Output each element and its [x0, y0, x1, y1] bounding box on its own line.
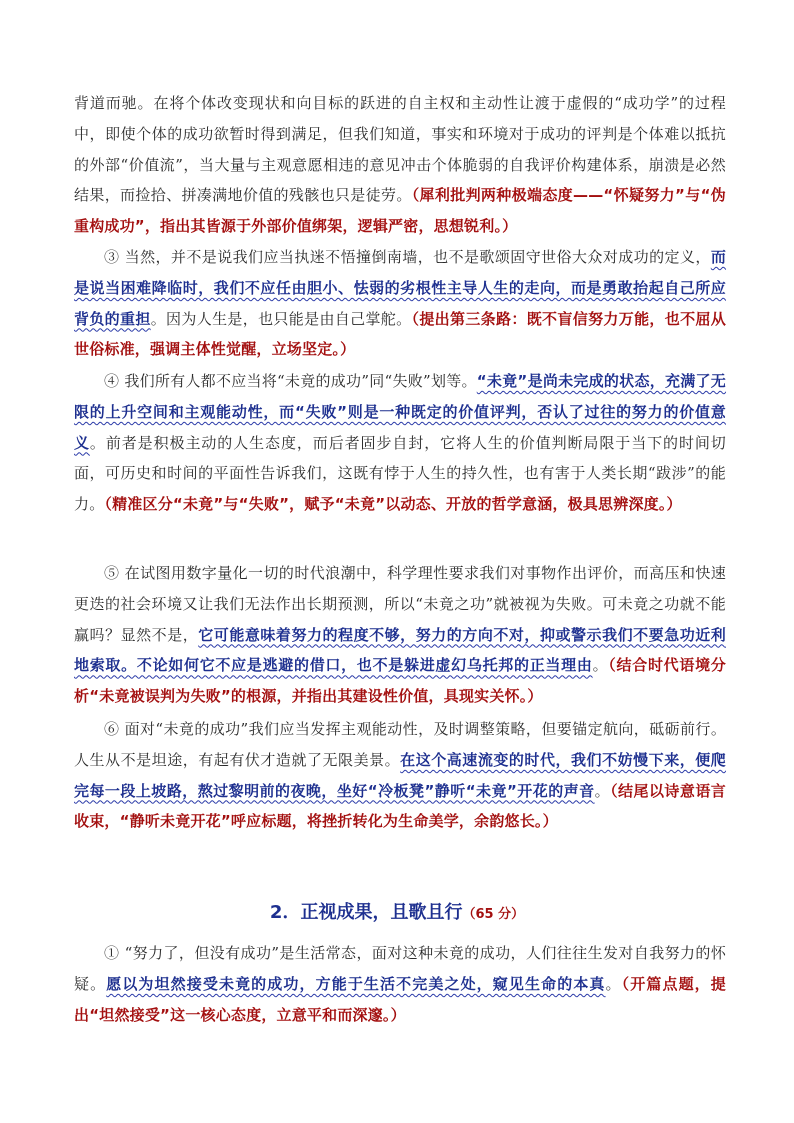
paragraph-number: ① — [104, 944, 120, 962]
teacher-comment: （精准区分“未竟”与“失败”，赋予“未竟”以动态、开放的哲学意涵，极具思辨深度。） — [104, 495, 682, 514]
essay-paragraph-6 — [74, 714, 726, 837]
section-heading — [0, 898, 794, 924]
paragraph-number: ④ — [104, 372, 120, 390]
teacher-comment: （提出第三条路：既不盲信努力万能，也不屈从世俗标准，强调主体性觉醒，立场坚定。） — [74, 309, 726, 359]
paragraph-number: ③ — [104, 248, 120, 266]
highlighted-sentence: 它可能意味着努力的程度不够，努力的方向不对，抑或警示我们不要急功近利地索取。不论如何它不应是逃避的借口，也不是躲进虚幻乌托邦的正当理由 — [74, 625, 726, 675]
paragraph-number: ⑥ — [104, 720, 120, 738]
paragraph-text: 在试图用数字量化一切的时代浪潮中，科学理性要求我们对事物作出评价，而高压和快速更迭的社会环境又让我们无法作出长期预测，所以“未竟之功”就被视为失败。可未竟之功就不能赢吗？显然不是， — [74, 564, 727, 644]
teacher-comment: （结尾以诗意语言收束，“静听未竟开花”呼应标题，将挫折转化为生命美学，余韵悠长。） — [74, 781, 726, 831]
paragraph-text: 我们所有人都不应当将“未竟的成功”同“失败”划等。 — [124, 372, 477, 390]
paragraph-text-tail: 。前者是积极主动的人生态度，而后者固步自封，它将人生的价值判断局限于当下的时间切面，可历史和时间的平面性告诉我们，这既有悖于人生的持久性，也有害于人类长期“跋涉”的能力。 — [74, 433, 726, 514]
essay-paragraph-5 — [74, 558, 726, 712]
section-score: （65 分） — [462, 907, 525, 922]
paragraph-text-tail: 。 — [592, 656, 609, 675]
teacher-comment: （开篇点题，提出“坦然接受”这一核心态度，立意平和而深邃。） — [74, 974, 726, 1024]
highlighted-sentence: 愿以为坦然接受未竟的成功，方能于生活不完美之处，窥见生命的本真 — [106, 974, 606, 993]
highlighted-sentence: 在这个高速流变的时代，我们不妨慢下来，便爬完每一段上坡路，熬过黎明前的夜晚，坐好“冷板凳”静听“未竟”开花的声音 — [74, 750, 727, 800]
section-title: 2．正视成果，且歌且行 — [269, 902, 463, 923]
teacher-comment: （结合时代语境分析“未竟被误判为失败”的根源，并指出其建设性价值，具现实关怀。） — [74, 656, 726, 706]
paragraph-text: 当然，并不是说我们应当执迷不悟撞倒南墙，也不是歌颂固守世俗大众对成功的定义， — [124, 248, 711, 266]
paragraph-number: ⑤ — [104, 564, 120, 582]
essay-paragraph-3 — [74, 242, 726, 365]
paragraph-text: “努力了，但没有成功”是生活常态，面对这种未竟的成功，人们往往生发对自我努力的怀疑。 — [74, 944, 727, 993]
highlighted-sentence: “未竟”是尚未完成的状态，充满了无限的上升空间和主观能动性，而“失败”则是一种既定的价值评判，否认了过往的努力的价值意义 — [74, 372, 727, 452]
paragraph-text: 面对“未竟的成功”我们应当发挥主观能动性，及时调整策略，但要锚定航向，砥砺前行。人生从不是坦途，有起有伏才造就了无限美景。 — [74, 720, 727, 769]
essay-paragraph-1 — [74, 938, 726, 1030]
highlighted-sentence: 而是说当困难降临时，我们不应任由胆小、怯弱的劣根性主导人生的走向，而是勇敢抬起自己所应背负的重担 — [74, 248, 727, 328]
teacher-comment: （犀利批判两种极端态度——“怀疑努力”与“伪重构成功”，指出其皆源于外部价值绑架，逻辑严密，思想锐利。） — [74, 186, 726, 236]
paragraph-text-tail: 。 — [594, 781, 611, 800]
paragraph-text: 背道而驰。在将个体改变现状和向目标的跃进的自主权和主动性让渡于虚假的“成功学”的过程中，即使个体的成功欲暂时得到满足，但我们知道，事实和环境对于成功的评判是个体难以抵抗的外部“价值流”，当大量与主观意愿相违的意见冲击个体脆弱的自我评价构建体系，崩溃是必然结果，而捡拾、拼凑满地价值的残骸也只是徒劳。 — [74, 94, 726, 205]
paragraph-text-tail: 。因为人生是，也只能是由自己掌舵。 — [150, 309, 412, 328]
essay-paragraph-continuation — [74, 88, 726, 242]
essay-paragraph-4 — [74, 366, 726, 520]
paragraph-text-tail: 。 — [605, 974, 622, 993]
